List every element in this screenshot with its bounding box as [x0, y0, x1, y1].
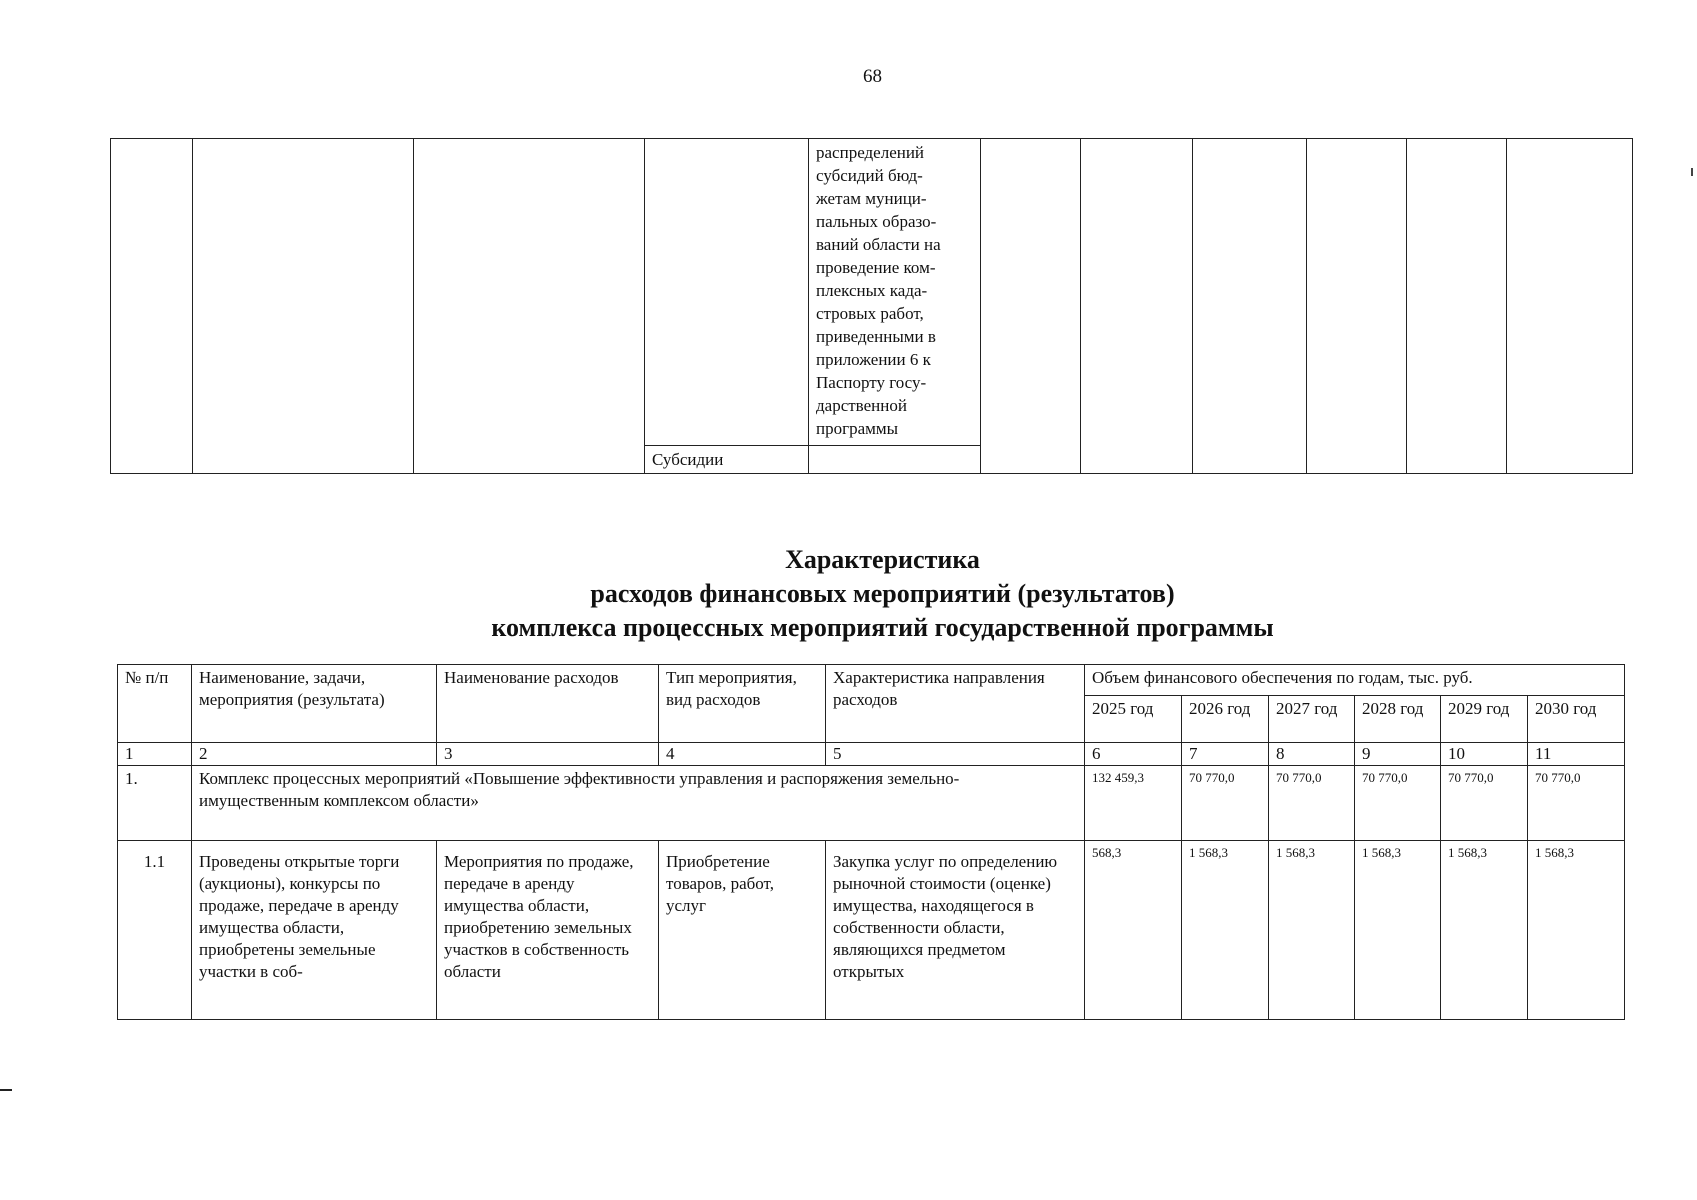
description-line: субсидий бюд-	[816, 166, 923, 185]
header-year: 2030 год	[1528, 696, 1625, 743]
description-line: проведение ком-	[816, 258, 936, 277]
continuation-table	[110, 138, 1633, 474]
header-year: 2027 год	[1269, 696, 1355, 743]
row-expense-name: Мероприятия по продаже, передаче в аренду имущества области, приобретению земельных участков в собственность области	[437, 841, 659, 1020]
description-line: распределений	[816, 143, 925, 162]
empty-cell	[1507, 139, 1633, 474]
empty-cell	[414, 139, 645, 474]
value-cell: 70 770,0	[1269, 766, 1355, 841]
empty-cell	[1307, 139, 1407, 474]
empty-cell	[111, 139, 193, 474]
column-number: 9	[1355, 743, 1441, 766]
empty-cell	[193, 139, 414, 474]
column-number: 1	[118, 743, 192, 766]
section-heading	[0, 543, 1697, 645]
value-cell: 568,3	[1085, 841, 1182, 1020]
header-type: Тип мероприятия, вид расходов	[659, 665, 826, 743]
column-number: 5	[826, 743, 1085, 766]
header-funding-group: Объем финансового обеспечения по годам, тыс. руб.	[1085, 665, 1625, 696]
empty-cell	[1193, 139, 1307, 474]
margin-dot	[1691, 168, 1693, 176]
table-row	[118, 841, 1625, 1020]
row-complex-text: Комплекс процессных мероприятий «Повышение эффективности управления и распоряжения земельно-имущественным комплексом области»	[192, 766, 1085, 841]
margin-mark	[0, 1089, 12, 1091]
column-number: 2	[192, 743, 437, 766]
description-line: дарственной	[816, 396, 907, 415]
value-cell: 1 568,3	[1441, 841, 1528, 1020]
value-cell: 1 568,3	[1355, 841, 1441, 1020]
header-year: 2025 год	[1085, 696, 1182, 743]
description-line: программы	[816, 419, 899, 438]
row-num: 1.	[118, 766, 192, 841]
column-number: 8	[1269, 743, 1355, 766]
header-year: 2028 год	[1355, 696, 1441, 743]
row-characteristic: Закупка услуг по определению рыночной стоимости (оценке) имущества, находящегося в собственности области, являющихся предметом открытых	[826, 841, 1085, 1020]
column-number: 3	[437, 743, 659, 766]
empty-cell	[981, 139, 1081, 474]
description-line: ваний области на	[816, 235, 941, 254]
column-number: 4	[659, 743, 826, 766]
empty-cell	[1407, 139, 1507, 474]
value-cell: 70 770,0	[1182, 766, 1269, 841]
description-cell	[809, 139, 981, 446]
value-cell: 70 770,0	[1355, 766, 1441, 841]
header-num: № п/п	[118, 665, 192, 743]
table-row	[118, 766, 1625, 841]
value-cell: 132 459,3	[1085, 766, 1182, 841]
heading-line-3: комплекса процессных мероприятий государственной программы	[491, 613, 1274, 642]
description-line: стровых работ,	[816, 304, 924, 323]
empty-cell	[809, 446, 981, 474]
header-name: Наименование, задачи, мероприятия (результата)	[192, 665, 437, 743]
header-year: 2026 год	[1182, 696, 1269, 743]
description-line: Паспорту госу-	[816, 373, 927, 392]
value-cell: 70 770,0	[1441, 766, 1528, 841]
value-cell: 1 568,3	[1182, 841, 1269, 1020]
header-year: 2029 год	[1441, 696, 1528, 743]
column-number: 7	[1182, 743, 1269, 766]
description-line: пальных образо-	[816, 212, 937, 231]
row-type: Приобретение товаров, работ, услуг	[659, 841, 826, 1020]
header-expense-name: Наименование расходов	[437, 665, 659, 743]
column-number: 6	[1085, 743, 1182, 766]
header-characteristic: Характеристика направления расходов	[826, 665, 1085, 743]
subsidy-label: Субсидии	[645, 446, 809, 474]
value-cell: 1 568,3	[1528, 841, 1625, 1020]
expenses-table	[117, 664, 1625, 1020]
description-line: жетам муници-	[816, 189, 927, 208]
row-num: 1.1	[118, 841, 192, 1020]
row-name: Проведены открытые торги (аукционы), конкурсы по продаже, передаче в аренду имущества области, приобретены земельные участки в соб-	[192, 841, 437, 1020]
column-number: 10	[1441, 743, 1528, 766]
page-number: 68	[863, 66, 882, 87]
column-number: 11	[1528, 743, 1625, 766]
description-line: приведенными в	[816, 327, 936, 346]
description-line: плексных када-	[816, 281, 928, 300]
heading-line-1: Характеристика	[785, 545, 980, 574]
value-cell: 70 770,0	[1528, 766, 1625, 841]
empty-cell	[1081, 139, 1193, 474]
empty-cell	[645, 139, 809, 446]
description-line: приложении 6 к	[816, 350, 931, 369]
value-cell: 1 568,3	[1269, 841, 1355, 1020]
heading-line-2: расходов финансовых мероприятий (результатов)	[590, 579, 1175, 608]
